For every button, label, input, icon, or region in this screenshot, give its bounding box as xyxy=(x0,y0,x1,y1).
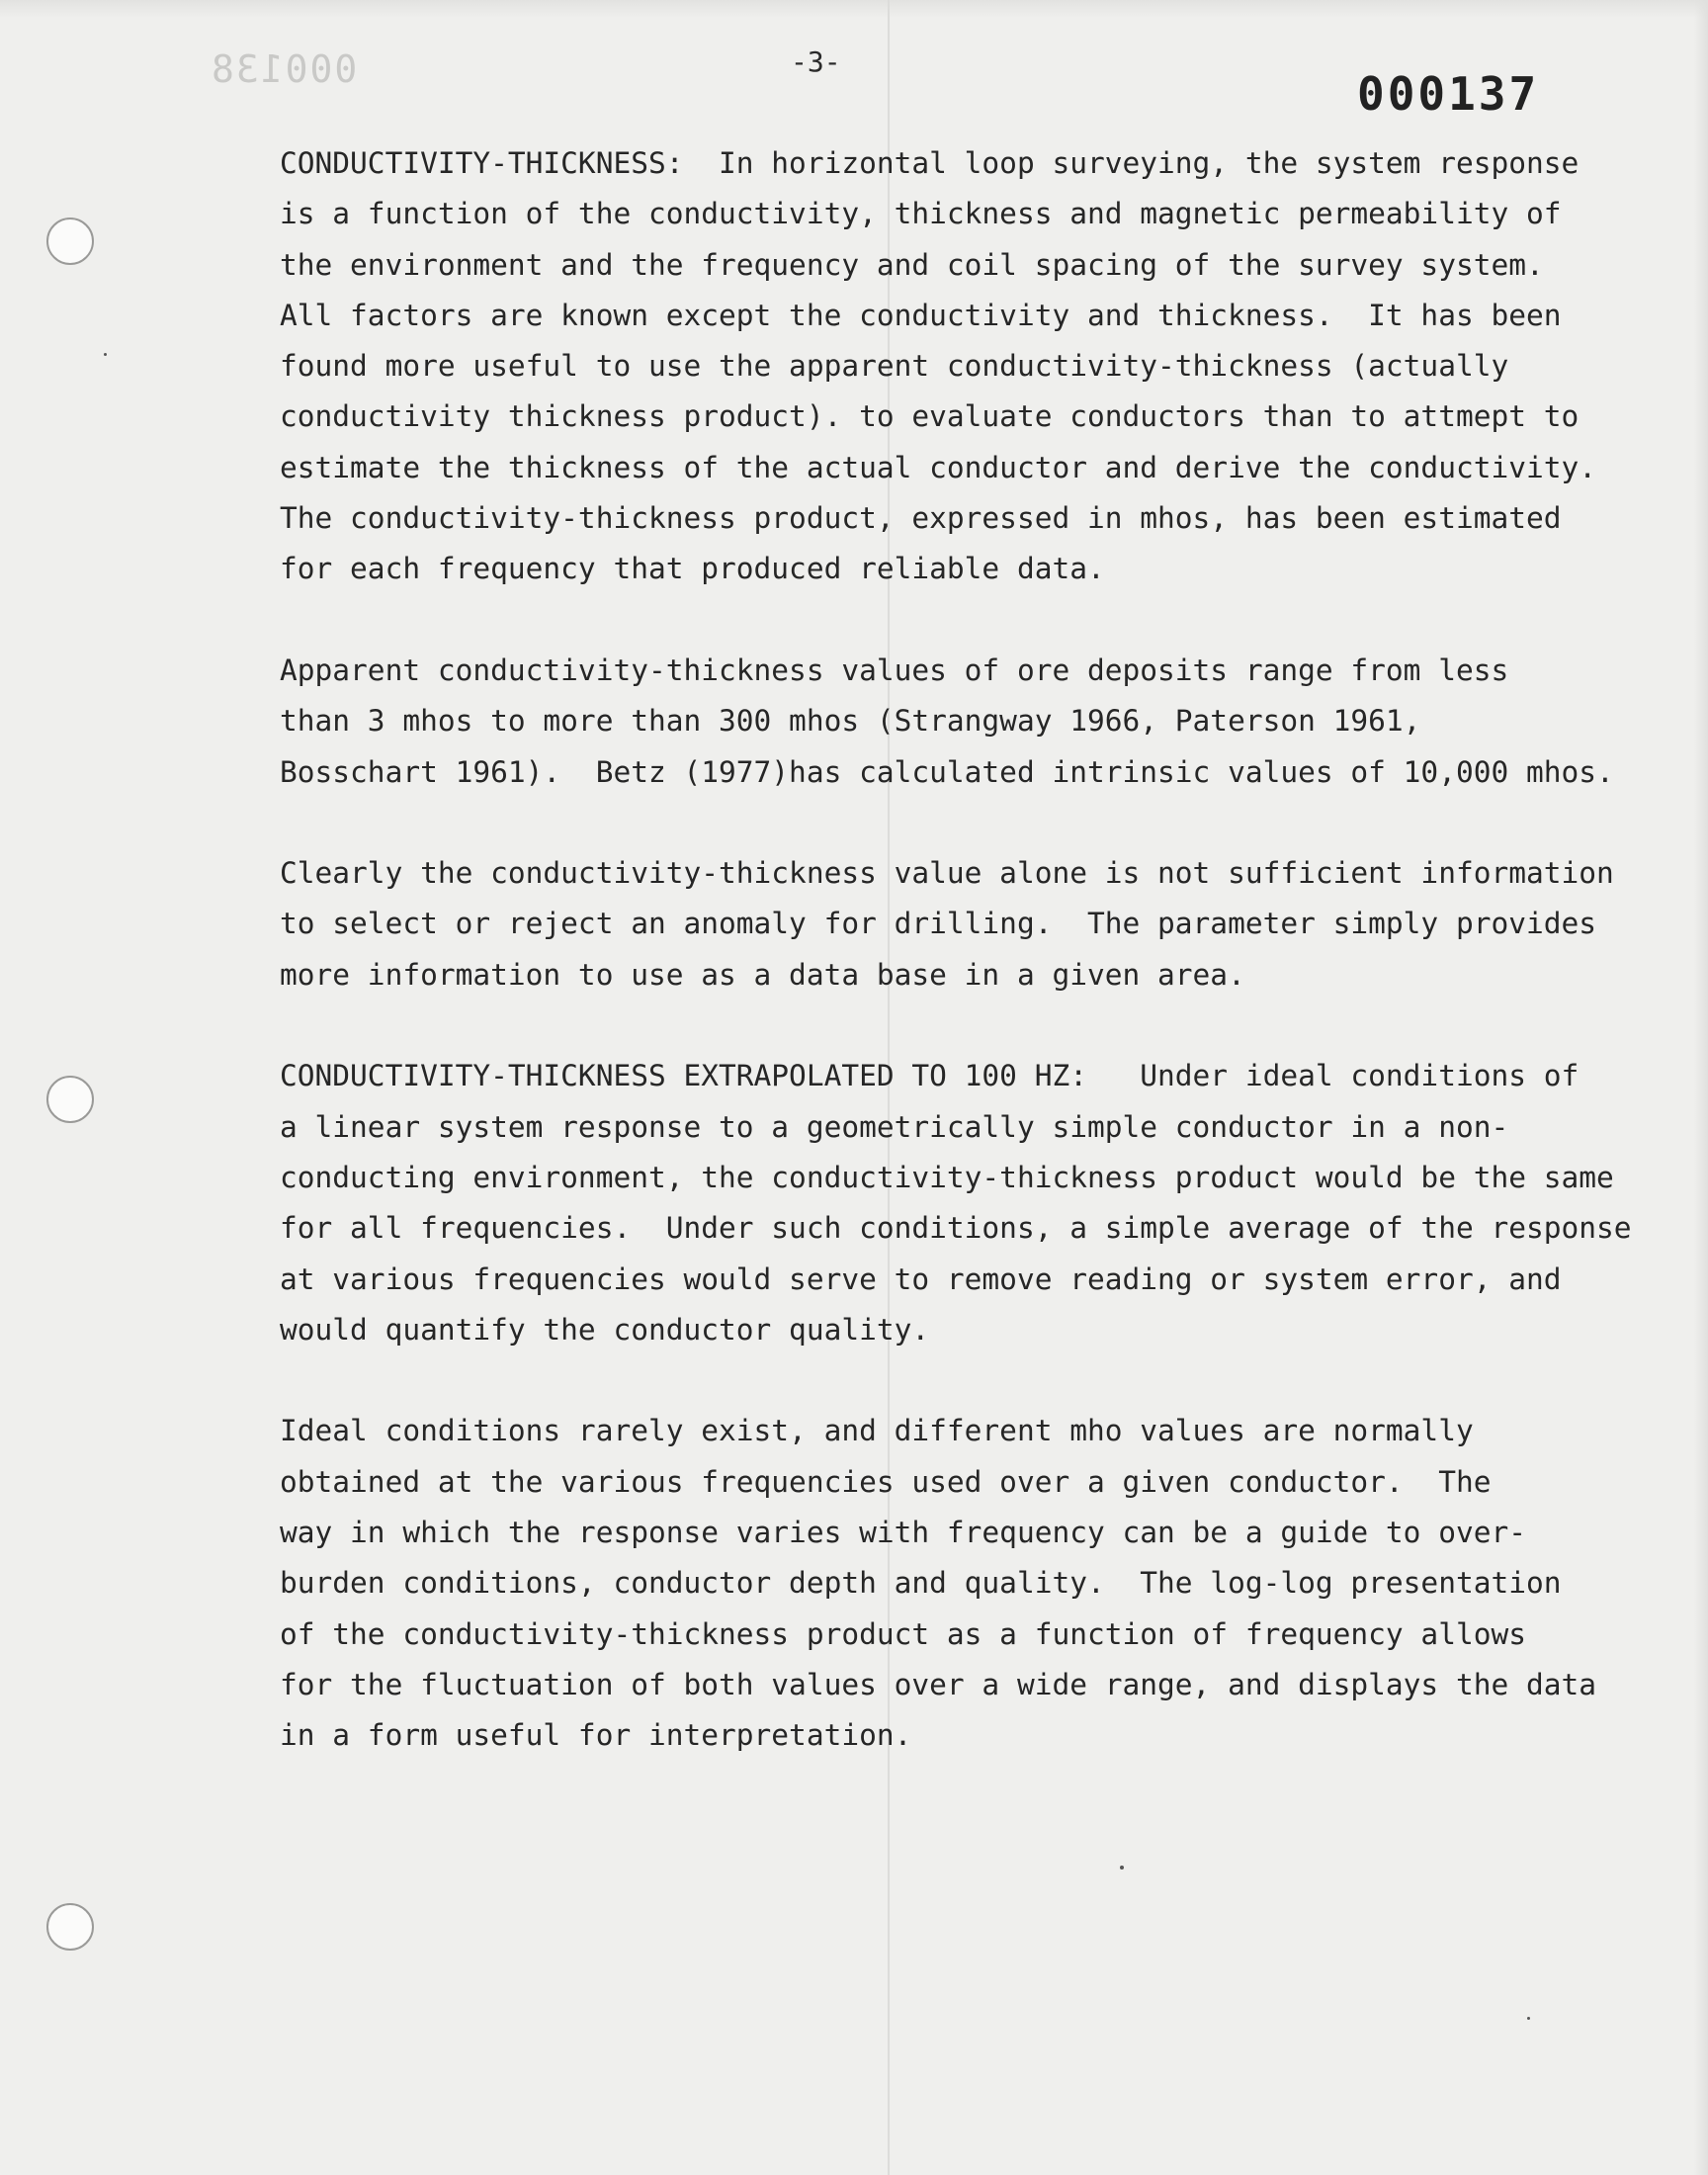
text-line: burden conditions, conductor depth and quality. The log-log presentation xyxy=(280,1566,1562,1601)
punch-hole-middle xyxy=(46,1076,94,1123)
punch-hole-top xyxy=(46,218,94,265)
text-line: is a function of the conductivity, thickness and magnetic permeability of xyxy=(280,197,1562,231)
page-right-edge xyxy=(1694,0,1708,2175)
text-line: for each frequency that produced reliable data. xyxy=(280,552,1105,586)
bleed-through-number: 000138 xyxy=(210,47,358,91)
text-line: to select or reject an anomaly for drilling. The parameter simply provides xyxy=(280,907,1597,941)
body-text xyxy=(280,138,1632,1812)
paragraph-ideal-conditions xyxy=(280,1406,1604,1761)
page-top-edge xyxy=(0,0,1708,18)
document-number: 000137 xyxy=(1357,67,1540,121)
paragraph-apparent-values xyxy=(280,646,1614,798)
text-line: more information to use as a data base in a given area. xyxy=(280,957,1245,992)
text-line: estimate the thickness of the actual conductor and derive the conductivity. xyxy=(280,450,1597,484)
paragraph-conductivity-thickness xyxy=(280,138,1604,595)
text-line: Apparent conductivity-thickness values of ore deposits range from less xyxy=(280,652,1509,687)
text-line: the environment and the frequency and coil spacing of the survey system. xyxy=(280,247,1544,282)
text-line: conducting environment, the conductivity-thickness product would be the same xyxy=(280,1160,1614,1194)
text-line: Bosschart 1961). Betz (1977)has calculated intrinsic values of 10,000 mhos. xyxy=(280,754,1614,789)
text-line: Clearly the conductivity-thickness value alone is not sufficient information xyxy=(280,856,1614,891)
text-line: than 3 mhos to more than 300 mhos (Strangway 1966, Paterson 1961, xyxy=(280,704,1421,739)
text-line: way in which the response varies with frequency can be a guide to over- xyxy=(280,1516,1526,1550)
text-line: of the conductivity-thickness product as a function of frequency allows xyxy=(280,1616,1526,1651)
text-line: obtained at the various frequencies used over a given conductor. The xyxy=(280,1464,1492,1499)
text-line: found more useful to use the apparent conductivity-thickness (actually xyxy=(280,349,1509,384)
text-line: CONDUCTIVITY-THICKNESS EXTRAPOLATED TO 100 HZ: Under ideal conditions of xyxy=(280,1059,1580,1093)
text-line: for the fluctuation of both values over a wide range, and displays the data xyxy=(280,1667,1597,1701)
ink-speck xyxy=(1527,2017,1530,2020)
text-line: All factors are known except the conductivity and thickness. It has been xyxy=(280,298,1562,332)
punch-hole-bottom xyxy=(46,1903,94,1951)
text-line: CONDUCTIVITY-THICKNESS: In horizontal loop surveying, the system response xyxy=(280,146,1580,180)
paragraph-clearly xyxy=(280,848,1614,1000)
paragraph-extrapolated xyxy=(280,1051,1632,1355)
text-line: The conductivity-thickness product, expressed in mhos, has been estimated xyxy=(280,501,1562,536)
text-line: in a form useful for interpretation. xyxy=(280,1718,912,1753)
text-line: Ideal conditions rarely exist, and different mho values are normally xyxy=(280,1414,1474,1448)
text-line: a linear system response to a geometrically simple conductor in a non- xyxy=(280,1109,1509,1144)
text-line: at various frequencies would serve to remove reading or system error, and xyxy=(280,1262,1562,1296)
ink-speck xyxy=(104,353,107,356)
ink-speck xyxy=(1120,1866,1124,1870)
text-line: conductivity thickness product). to evaluate conductors than to attmept to xyxy=(280,399,1580,434)
page-number: -3- xyxy=(791,45,841,78)
text-line: would quantify the conductor quality. xyxy=(280,1312,930,1347)
text-line: for all frequencies. Under such conditions, a simple average of the response xyxy=(280,1211,1632,1246)
